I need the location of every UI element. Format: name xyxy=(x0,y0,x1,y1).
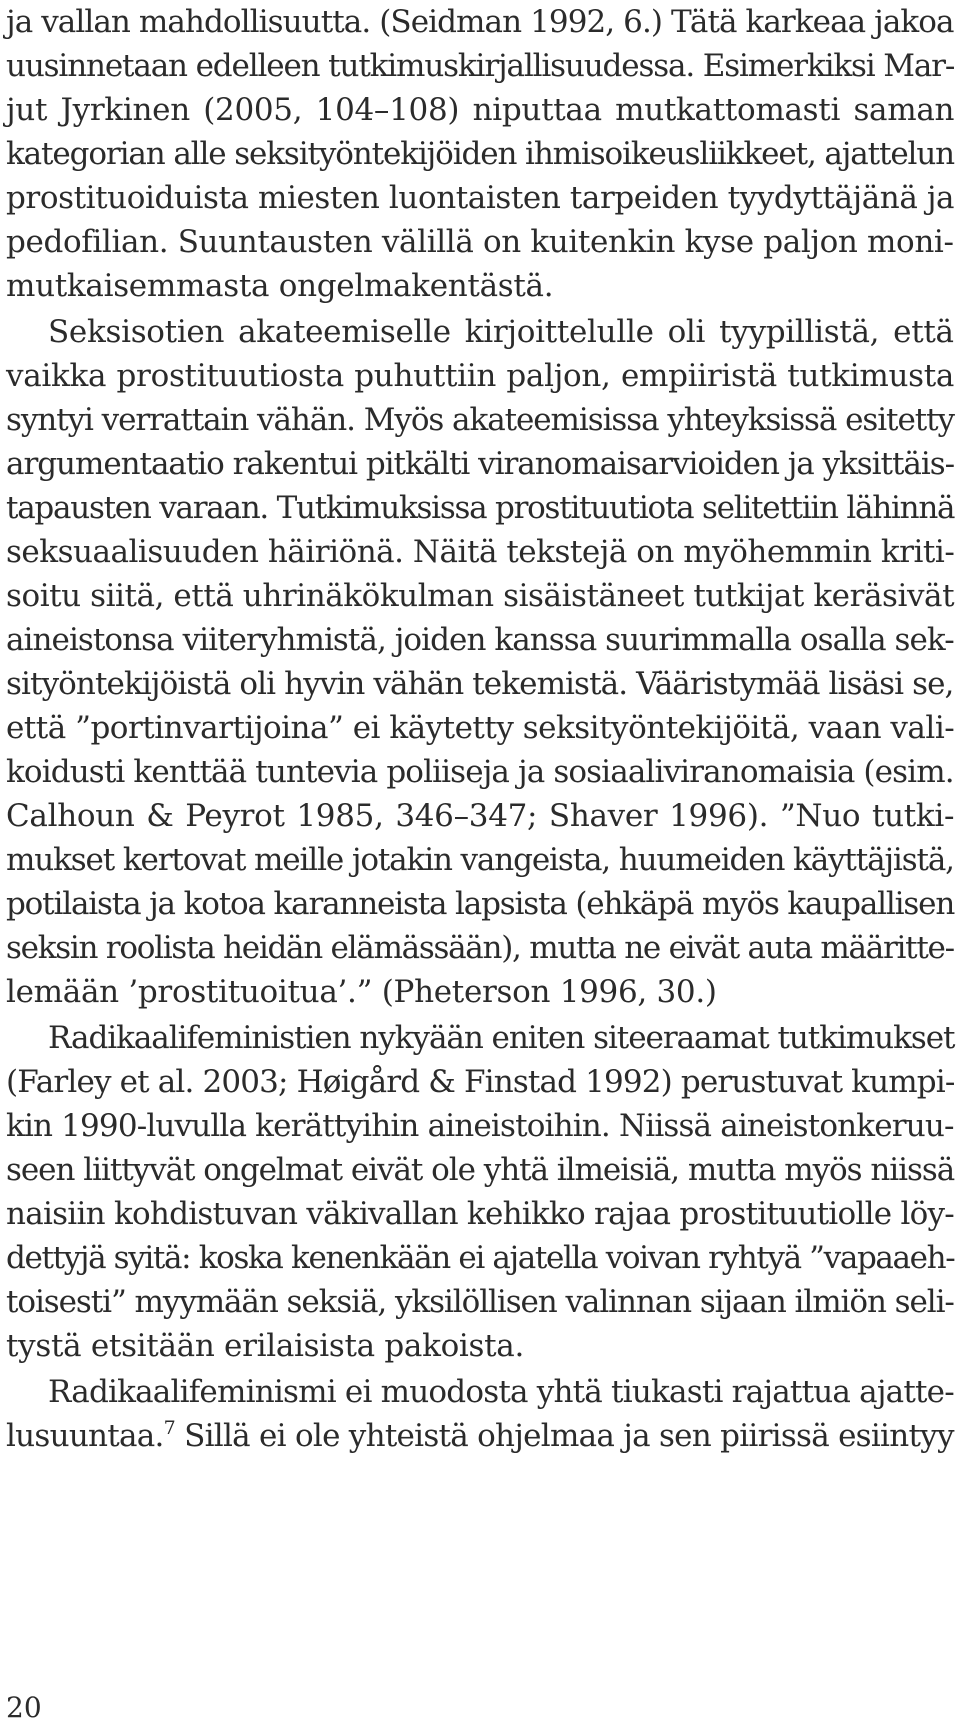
text-line: Radikaalifeministien nykyään eniten siteeraamat tutkimukset xyxy=(48,1020,955,1056)
text-line: potilaista ja kotoa karanneista lapsista (ehkäpä myös kaupallisen xyxy=(6,886,955,922)
text-line: ja vallan mahdollisuutta. (Seidman 1992, 6.) Tätä karkeaa jakoa xyxy=(6,4,954,40)
footnote-marker[interactable]: 7 xyxy=(163,1417,175,1439)
text-line: jut Jyrkinen (2005, 104–108) niputtaa mutkattomasti saman xyxy=(6,92,955,128)
text-line: tapausten varaan. Tutkimuksissa prostituutiota selitettiin lähinnä xyxy=(6,490,955,526)
text-line: Calhoun & Peyrot 1985, 346–347; Shaver 1996). ”Nuo tutki- xyxy=(6,798,955,834)
text-line: argumentaatio rakentui pitkälti viranomaisarvioiden ja yksittäis- xyxy=(6,446,955,482)
text-line: että ”portinvartijoina” ei käytetty seksityöntekijöitä, vaan vali- xyxy=(6,710,955,746)
text-line: naisiin kohdistuvan väkivallan kehikko rajaa prostituutiolle löy- xyxy=(6,1196,955,1232)
text-fragment: lusuuntaa. xyxy=(6,1418,164,1454)
text-line: seksuaalisuuden häiriönä. Näitä tekstejä on myöhemmin kriti- xyxy=(6,534,955,570)
text-line: Seksisotien akateemiselle kirjoittelulle oli tyypillistä, että xyxy=(48,314,954,350)
text-line: sityöntekijöistä oli hyvin vähän tekemistä. Vääristymää lisäsi se, xyxy=(6,666,954,702)
page-number: 20 xyxy=(6,1691,42,1724)
text-line: uusinnetaan edelleen tutkimuskirjallisuudessa. Esimerkiksi Mar- xyxy=(6,48,955,84)
text-line: mukset kertovat meille jotakin vangeista, huumeiden käyttäjistä, xyxy=(6,842,954,878)
text-line: prostituoiduista miesten luontaisten tarpeiden tyydyttäjänä ja xyxy=(6,180,955,216)
text-line: dettyjä syitä: koska kenenkään ei ajatella voivan ryhtyä ”vapaaeh- xyxy=(6,1240,955,1276)
text-line: kategorian alle seksityöntekijöiden ihmisoikeusliikkeet, ajattelun xyxy=(6,136,955,172)
text-line: seksin roolista heidän elämässään), mutta ne eivät auta määritte- xyxy=(6,930,954,966)
text-line: aineistonsa viiteryhmistä, joiden kanssa suurimmalla osalla sek- xyxy=(6,622,954,658)
text-line: lemään ’prostituoitua’.” (Pheterson 1996, 30.) xyxy=(6,974,717,1010)
text-line: kin 1990-luvulla kerättyihin aineistoihin. Niissä aineistonkeruu- xyxy=(6,1108,954,1144)
text-line: pedofilian. Suuntausten välillä on kuitenkin kyse paljon moni- xyxy=(6,224,954,260)
text-line: Radikaalifeminismi ei muodosta yhtä tiukasti rajattua ajatte- xyxy=(48,1374,954,1410)
text-line: mutkaisemmasta ongelmakentästä. xyxy=(6,268,554,304)
text-line: vaikka prostituutiosta puhuttiin paljon, empiiristä tutkimusta xyxy=(6,358,955,394)
text-line: tystä etsitään erilaisista pakoista. xyxy=(6,1328,525,1364)
text-line: koidusti kenttää tuntevia poliiseja ja sosiaaliviranomaisia (esim. xyxy=(6,754,954,790)
text-line: seen liittyvät ongelmat eivät ole yhtä ilmeisiä, mutta myös niissä xyxy=(6,1152,955,1188)
text-fragment: Sillä ei ole yhteistä ohjelmaa ja sen piirissä esiintyy xyxy=(175,1418,954,1454)
text-line: soitu siitä, että uhrinäkökulman sisäistäneet tutkijat keräsivät xyxy=(6,578,955,614)
text-line: toisesti” myymään seksiä, yksilöllisen valinnan sijaan ilmiön seli- xyxy=(6,1284,954,1320)
text-line: (Farley et al. 2003; Høigård & Finstad 1992) perustuvat kumpi- xyxy=(6,1064,955,1100)
text-line: syntyi verrattain vähän. Myös akateemisissa yhteyksissä esitetty xyxy=(6,402,954,438)
text-line xyxy=(6,1414,954,1458)
